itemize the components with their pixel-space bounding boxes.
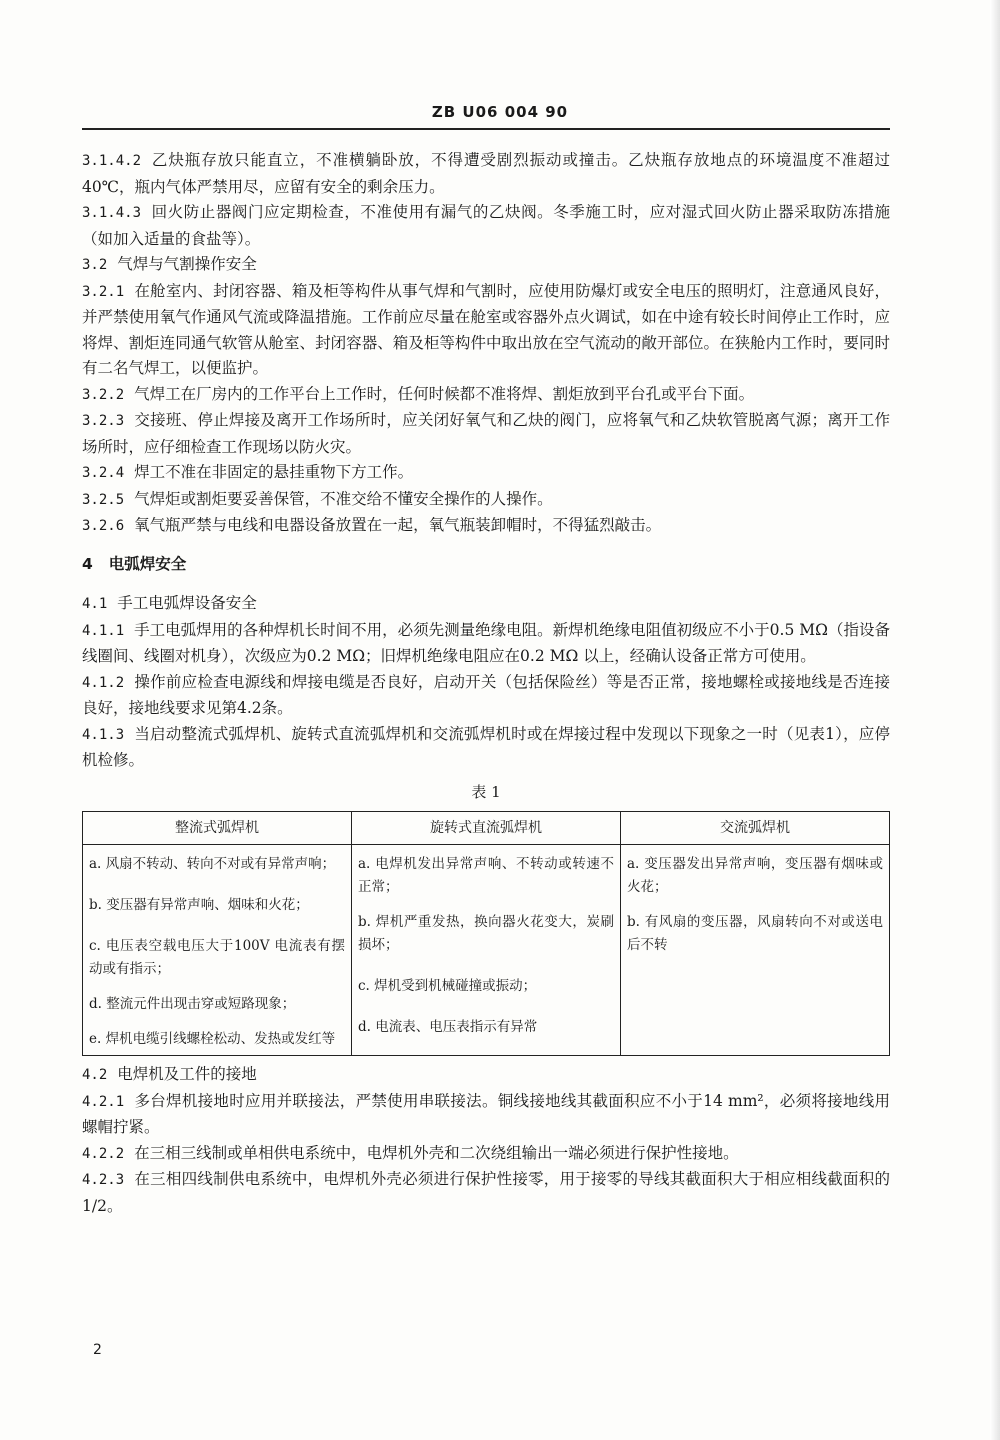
clause-number: 3.2.6 bbox=[82, 518, 125, 534]
paragraph-4-1-2 bbox=[82, 670, 890, 722]
paragraph-3-1-4-2 bbox=[82, 148, 890, 200]
clause-text: 多台焊机接地时应用并联接法，严禁使用串联接法。铜线接地线其截面积应不小于14 mm²，必须将接地线用螺帽拧紧。 bbox=[82, 1091, 890, 1136]
paragraph-3-2-1 bbox=[82, 279, 890, 382]
clause-number: 3.2.5 bbox=[82, 491, 125, 508]
table-cell-item: b. 变压器有异常声响、烟味和火花； bbox=[89, 897, 309, 913]
header-rule bbox=[82, 128, 890, 130]
paragraph-4-1 bbox=[82, 591, 890, 618]
clause-number: 3.2.4 bbox=[82, 465, 125, 481]
clause-number: 4.2 bbox=[82, 1067, 108, 1083]
section-number: 4 bbox=[82, 554, 93, 573]
paragraph-4-2-2 bbox=[82, 1141, 890, 1168]
clause-number: 3.1.4.3 bbox=[82, 205, 142, 221]
table-header-row bbox=[83, 812, 890, 845]
clause-text: 电焊机及工件的接地 bbox=[117, 1065, 257, 1083]
paragraph-3-2-6 bbox=[82, 513, 890, 540]
table-cell-item: c. 电压表空载电压大于100V 电流表有摆动或有指示； bbox=[89, 938, 345, 977]
standard-code-header: ZB U06 004 90 bbox=[431, 103, 569, 121]
paragraph-4-2-3 bbox=[82, 1167, 890, 1219]
table-cell-rectifier bbox=[83, 845, 352, 1056]
table-cell-item: e. 焊机电缆引线螺栓松动、发热或发红等 bbox=[89, 1031, 336, 1047]
clause-text: 操作前应检查电源线和焊接电缆是否良好，启动开关（包括保险丝）等是否正常，接地螺栓或接地线是否连接良好，接地线要求见第4.2条。 bbox=[82, 672, 890, 717]
clause-number: 3.2.3 bbox=[82, 413, 125, 429]
section-3-paragraphs bbox=[82, 148, 890, 540]
table-cell-item: a. 变压器发出异常声响，变压器有烟味或火花； bbox=[627, 856, 883, 895]
clause-number: 4.1.1 bbox=[82, 622, 125, 639]
clause-text: 气焊与气割操作安全 bbox=[117, 255, 257, 273]
table-cell-item: d. 电流表、电压表指示有异常 bbox=[358, 1019, 538, 1035]
clause-number: 3.2 bbox=[82, 257, 108, 273]
document-body bbox=[82, 148, 890, 1219]
table-1 bbox=[82, 811, 890, 1056]
paragraph-3-1-4-3 bbox=[82, 200, 890, 252]
clause-text: 在舱室内、封闭容器、箱及柜等构件从事气焊和气割时，应使用防爆灯或安全电压的照明灯，注意通风良好，并严禁使用氧气作通风气流或降温措施。工作前应尽量在舱室或容器外点火调试，如在中途有较长时间停止工作时，应将焊、割炬连同通气软管从舱室、封闭容器、箱及柜等构件中取出放在空气流动的敞开部位。在狭舱内工作时，要同时有二名气焊工，以便监护。 bbox=[82, 281, 890, 377]
paragraph-3-2-2 bbox=[82, 382, 890, 409]
scan-edge-shadow bbox=[990, 0, 1000, 1440]
clause-text: 手工电弧焊用的各种焊机长时间不用，必须先测量绝缘电阻。新焊机绝缘电阻值初级应不小于0.5 MΩ（指设备线圈间、线圈对机身），次级应为0.2 MΩ；旧焊机绝缘电阻应在0.2 MΩ 以上，经确认设备正常方可使用。 bbox=[82, 620, 890, 665]
table-cell-item: a. 电焊机发出异常声响、不转动或转速不正常； bbox=[358, 856, 614, 895]
clause-text: 当启动整流式弧焊机、旋转式直流弧焊机和交流弧焊机时或在焊接过程中发现以下现象之一时（见表1），应停机检修。 bbox=[82, 724, 890, 769]
clause-text: 手工电弧焊设备安全 bbox=[117, 594, 257, 612]
table-cell-item: a. 风扇不转动、转向不对或有异常声响； bbox=[89, 856, 336, 872]
table-header-cell: 整流式弧焊机 bbox=[83, 812, 352, 845]
table-header-cell: 交流弧焊机 bbox=[621, 812, 890, 845]
clause-number: 3.2.1 bbox=[82, 283, 125, 300]
table-header-cell: 旋转式直流弧焊机 bbox=[352, 812, 621, 845]
table-row bbox=[83, 845, 890, 1056]
clause-text: 气焊炬或割炬要妥善保管，不准交给不懂安全操作的人操作。 bbox=[134, 489, 553, 508]
clause-text: 在三相三线制或单相供电系统中，电焊机外壳和二次绕组输出一端必须进行保护性接地。 bbox=[134, 1143, 739, 1162]
clause-number: 3.2.2 bbox=[82, 386, 125, 403]
clause-number: 4.1 bbox=[82, 596, 108, 612]
clause-number: 4.2.2 bbox=[82, 1145, 125, 1162]
page-number: 2 bbox=[93, 1342, 102, 1358]
clause-text: 交接班、停止焊接及离开工作场所时，应关闭好氧气和乙炔的阀门，应将氧气和乙炔软管脱离气源；离开工作场所时，应仔细检查工作现场以防火灾。 bbox=[82, 411, 890, 456]
clause-number: 4.2.1 bbox=[82, 1093, 125, 1110]
section-4-2-paragraphs bbox=[82, 1062, 890, 1219]
table-cell-item: b. 有风扇的变压器，风扇转向不对或送电后不转 bbox=[627, 914, 883, 953]
clause-text: 氧气瓶严禁与电线和电器设备放置在一起，氧气瓶装卸帽时，不得猛烈敲击。 bbox=[134, 516, 662, 534]
table-cell-item: b. 焊机严重发热，换向器火花变大，炭刷损坏； bbox=[358, 914, 614, 953]
table-title: 表 1 bbox=[471, 782, 501, 801]
section-title-text: 电弧焊安全 bbox=[108, 554, 187, 573]
paragraph-3-2-5 bbox=[82, 487, 890, 514]
table-cell-rotary-dc bbox=[352, 845, 621, 1056]
clause-text: 回火防止器阀门应定期检查，不准使用有漏气的乙炔阀。冬季施工时，应对湿式回火防止器采取防冻措施（如加入适量的食盐等）。 bbox=[82, 203, 890, 248]
paragraph-4-1-1 bbox=[82, 618, 890, 670]
table-cell-ac bbox=[621, 845, 890, 1056]
clause-text: 焊工不准在非固定的悬挂重物下方工作。 bbox=[134, 463, 414, 481]
paragraph-3-2-3 bbox=[82, 408, 890, 460]
paragraph-4-2 bbox=[82, 1062, 890, 1089]
clause-text: 气焊工在厂房内的工作平台上工作时，任何时候都不准将焊、割炬放到平台孔或平台下面。 bbox=[134, 384, 755, 403]
paragraph-3-2 bbox=[82, 252, 890, 279]
clause-number: 4.2.3 bbox=[82, 1172, 125, 1188]
section-4-1-paragraphs bbox=[82, 591, 890, 774]
table-cell-item: d. 整流元件出现击穿或短路现象； bbox=[89, 996, 296, 1012]
paragraph-3-2-4 bbox=[82, 460, 890, 487]
clause-text: 在三相四线制供电系统中，电焊机外壳必须进行保护性接零，用于接零的导线其截面积大于相应相线截面积的1/2。 bbox=[82, 1170, 890, 1215]
table-cell-item: c. 焊机受到机械碰撞或振动； bbox=[358, 978, 537, 994]
clause-number: 4.1.2 bbox=[82, 674, 125, 691]
clause-number: 3.1.4.2 bbox=[82, 153, 142, 169]
clause-text: 乙炔瓶存放只能直立，不准横躺卧放，不得遭受剧烈振动或撞击。乙炔瓶存放地点的环境温度不准超过40℃，瓶内气体严禁用尽，应留有安全的剩余压力。 bbox=[82, 151, 890, 196]
clause-number: 4.1.3 bbox=[82, 726, 125, 743]
paragraph-4-2-1 bbox=[82, 1089, 890, 1141]
paragraph-4-1-3 bbox=[82, 722, 890, 774]
section-4-title bbox=[82, 552, 890, 578]
